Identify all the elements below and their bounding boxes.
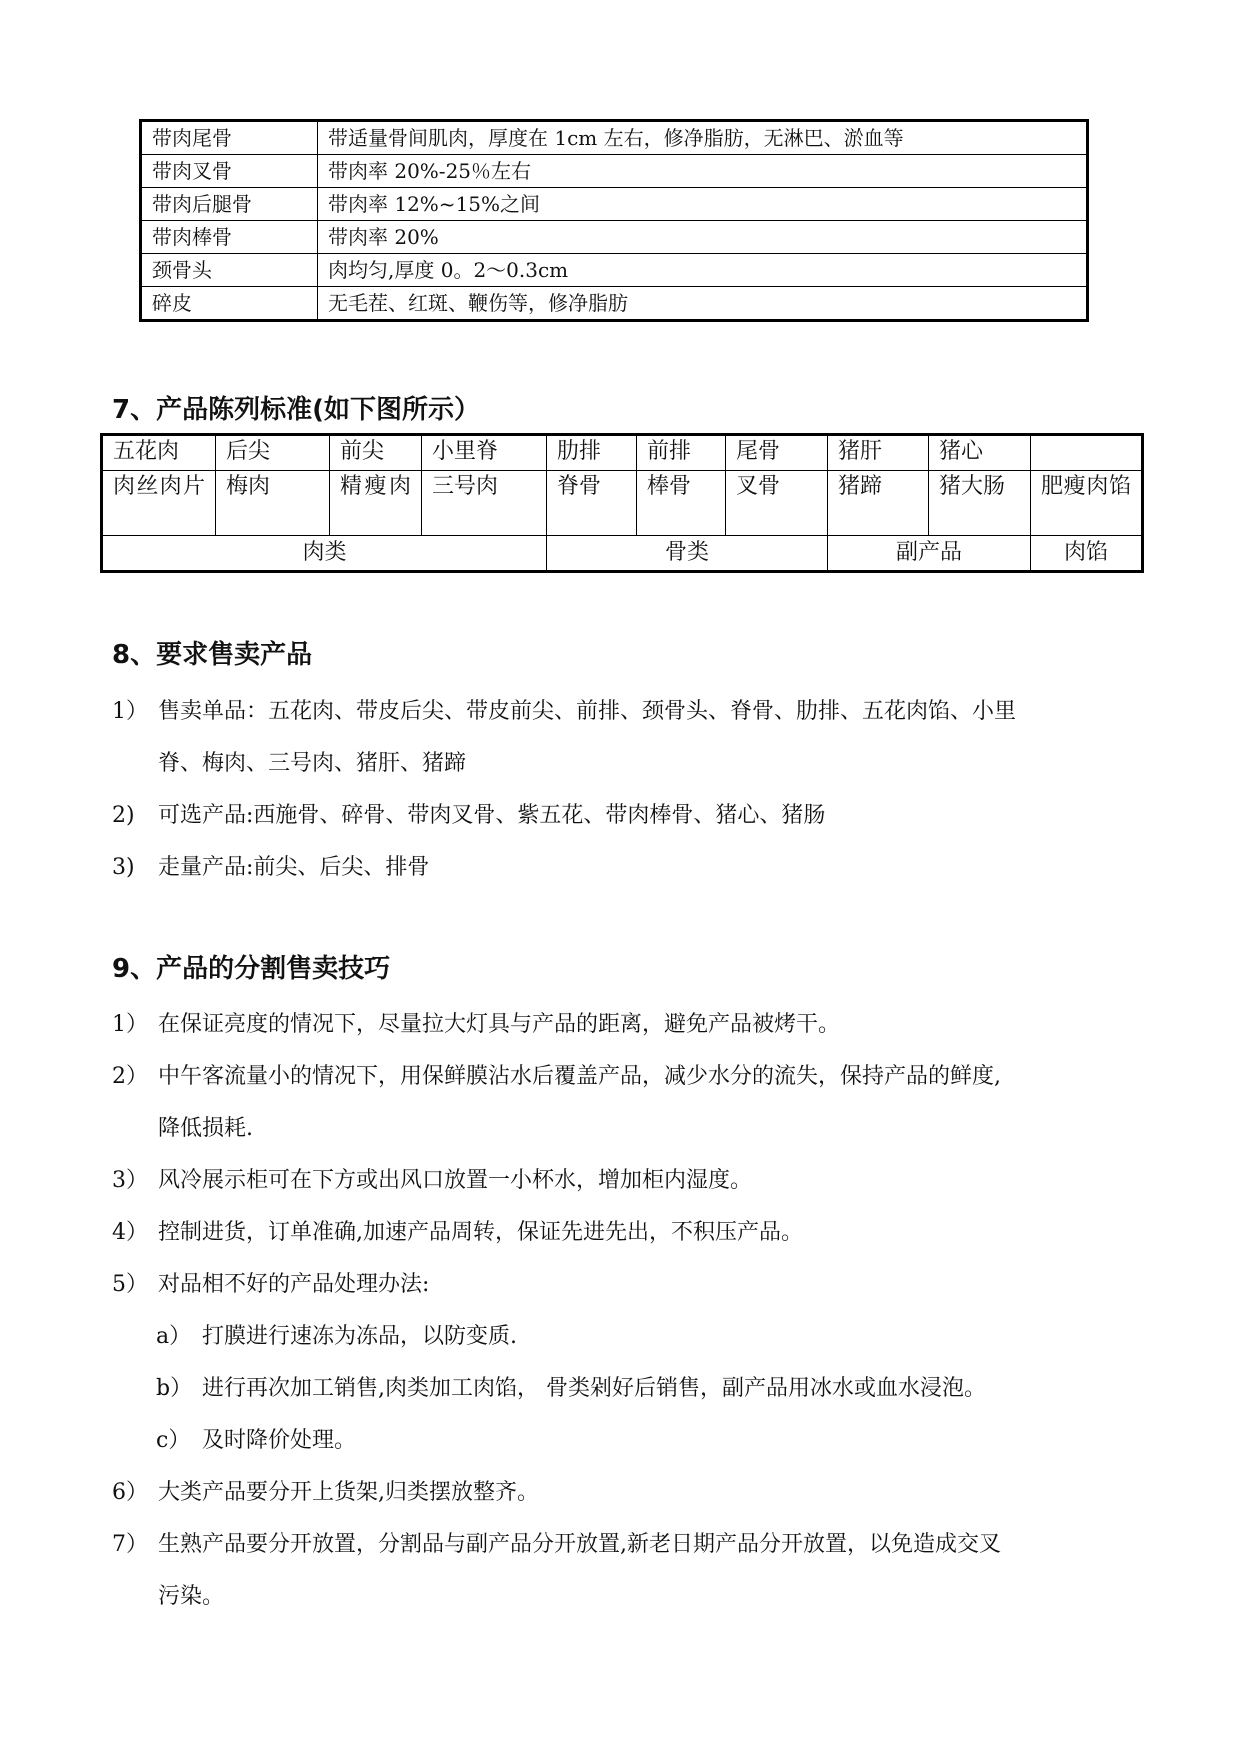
table-cell: 精瘦肉 — [330, 471, 422, 536]
list-item — [112, 1051, 1142, 1103]
table-cell: 后尖 — [216, 435, 330, 471]
table-cell — [1031, 435, 1143, 471]
table-cell: 小里脊 — [422, 435, 547, 471]
item-text: 及时降价处理。 — [202, 1428, 357, 1453]
standard-cell: 无毛茬、红斑、鞭伤等，修净脂肪 — [318, 287, 1088, 321]
item-number: 3) — [112, 855, 135, 880]
list-item — [112, 999, 1142, 1051]
item-number: 3） — [112, 1168, 148, 1193]
table-cell: 前尖 — [330, 435, 422, 471]
item-text: 控制进货，订单准确,加速产品周转，保证先进先出，不积压产品。 — [158, 1220, 803, 1245]
table-cell: 棒骨 — [637, 471, 726, 536]
standard-cell: 带肉率 20% — [318, 221, 1088, 254]
table-cell: 猪心 — [929, 435, 1031, 471]
table-row — [141, 188, 1088, 221]
list-item — [112, 790, 1142, 842]
sub-list-item — [112, 1415, 1142, 1467]
table-cell: 猪蹄 — [828, 471, 929, 536]
item-number: b） — [156, 1376, 193, 1401]
item-text: 对品相不好的产品处理办法: — [158, 1272, 430, 1297]
product-name-cell: 带肉棒骨 — [141, 221, 318, 254]
table-row — [141, 155, 1088, 188]
item-number: 5） — [112, 1272, 148, 1297]
table-row — [102, 536, 1143, 572]
list-item — [112, 686, 1142, 738]
item-number: c） — [156, 1428, 191, 1453]
table-row — [141, 121, 1088, 155]
table-row — [141, 221, 1088, 254]
category-cell: 副产品 — [828, 536, 1031, 572]
list-item — [112, 1155, 1142, 1207]
category-cell: 肉类 — [102, 536, 547, 572]
table-cell: 脊骨 — [547, 471, 637, 536]
standard-cell: 带肉率 20%-25％左右 — [318, 155, 1088, 188]
table-row — [141, 287, 1088, 321]
table-cell: 叉骨 — [726, 471, 828, 536]
table-cell: 猪大肠 — [929, 471, 1031, 536]
list-item — [112, 842, 1142, 894]
list-item — [112, 1207, 1142, 1259]
item-text: 打膜进行速冻为冻品，以防变质. — [202, 1324, 517, 1349]
item-text: 进行再次加工销售,肉类加工肉馅， 骨类剁好后销售，副产品用冰水或血水浸泡。 — [202, 1376, 986, 1401]
table-row — [141, 254, 1088, 287]
standard-cell: 带肉率 12%~15%之间 — [318, 188, 1088, 221]
product-name-cell: 带肉叉骨 — [141, 155, 318, 188]
table-row — [102, 435, 1143, 471]
item-number: 2) — [112, 803, 135, 828]
product-name-cell: 带肉尾骨 — [141, 121, 318, 155]
item-number: 1） — [112, 1012, 148, 1037]
item-number: 7） — [112, 1532, 148, 1557]
item-text: 脊、梅肉、三号肉、猪肝、猪蹄 — [158, 751, 467, 776]
section-7-heading: 7、产品陈列标准(如下图所示） — [112, 395, 480, 425]
table-row — [102, 471, 1143, 536]
item-number: a） — [156, 1324, 192, 1349]
item-text: 中午客流量小的情况下，用保鲜膜沾水后覆盖产品，减少水分的流失，保持产品的鲜度, — [158, 1064, 1001, 1089]
list-item — [112, 1467, 1142, 1519]
item-text: 走量产品:前尖、后尖、排骨 — [158, 855, 430, 880]
section-8-heading: 8、要求售卖产品 — [112, 640, 313, 670]
list-item — [112, 1519, 1142, 1571]
product-name-cell: 带肉后腿骨 — [141, 188, 318, 221]
item-text: 生熟产品要分开放置，分割品与副产品分开放置,新老日期产品分开放置，以免造成交叉 — [158, 1532, 1001, 1557]
item-text: 可选产品:西施骨、碎骨、带肉叉骨、紫五花、带肉棒骨、猪心、猪肠 — [158, 803, 826, 828]
item-text: 污染。 — [158, 1584, 225, 1609]
standard-cell: 带适量骨间肌肉，厚度在 1cm 左右，修净脂肪，无淋巴、淤血等 — [318, 121, 1088, 155]
list-item — [112, 1571, 1142, 1623]
category-cell: 肉馅 — [1031, 536, 1143, 572]
item-text: 在保证亮度的情况下，尽量拉大灯具与产品的距离，避免产品被烤干。 — [158, 1012, 841, 1037]
item-number: 4） — [112, 1220, 148, 1245]
table-cell: 猪肝 — [828, 435, 929, 471]
display-standard-table — [100, 433, 1144, 573]
sub-list-item — [112, 1363, 1142, 1415]
item-number: 2） — [112, 1064, 148, 1089]
item-text: 大类产品要分开上货架,归类摆放整齐。 — [158, 1480, 539, 1505]
section-9-list — [112, 999, 1142, 1623]
sub-list-item — [112, 1311, 1142, 1363]
standard-cell: 肉均匀,厚度 0。2～0.3cm — [318, 254, 1088, 287]
section-9-heading: 9、产品的分割售卖技巧 — [112, 954, 391, 984]
standards-table — [139, 119, 1089, 322]
list-item — [112, 738, 1142, 790]
item-text: 风冷展示柜可在下方或出风口放置一小杯水，增加柜内湿度。 — [158, 1168, 753, 1193]
table-cell: 前排 — [637, 435, 726, 471]
table-cell: 三号肉 — [422, 471, 547, 536]
table-cell: 尾骨 — [726, 435, 828, 471]
section-8-list — [112, 686, 1142, 894]
table-cell: 五花肉 — [102, 435, 216, 471]
table-cell: 肋排 — [547, 435, 637, 471]
product-name-cell: 碎皮 — [141, 287, 318, 321]
item-number: 6） — [112, 1480, 148, 1505]
product-name-cell: 颈骨头 — [141, 254, 318, 287]
item-number: 1） — [112, 699, 148, 724]
table-cell: 肉丝肉片 — [102, 471, 216, 536]
list-item — [112, 1103, 1142, 1155]
item-text: 售卖单品：五花肉、带皮后尖、带皮前尖、前排、颈骨头、脊骨、肋排、五花肉馅、小里 — [158, 699, 1017, 724]
category-cell: 骨类 — [547, 536, 828, 572]
item-text: 降低损耗. — [158, 1116, 253, 1141]
list-item — [112, 1259, 1142, 1311]
table-cell: 梅肉 — [216, 471, 330, 536]
table-cell: 肥瘦肉馅 — [1031, 471, 1143, 536]
